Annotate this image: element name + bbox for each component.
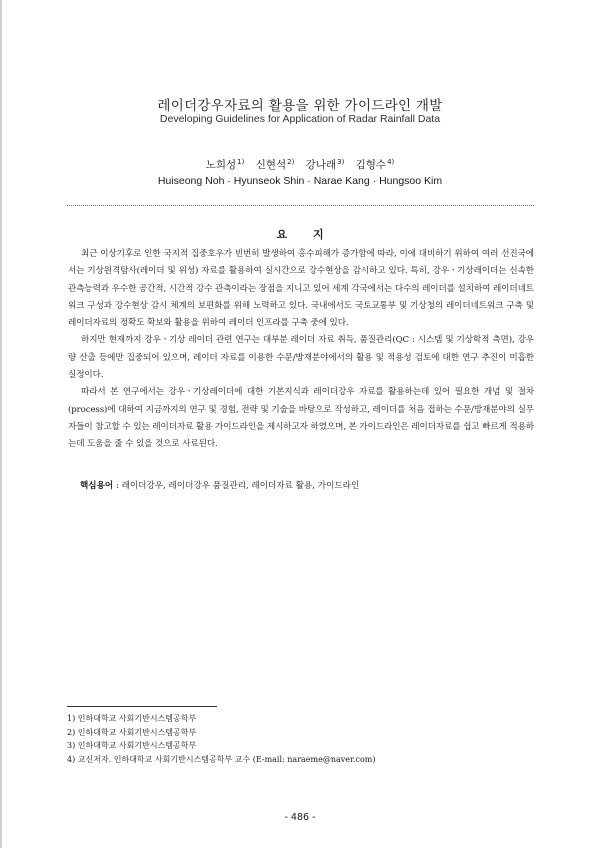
footnote-2: 2) 인하대학교 사회기반시스템공학부	[67, 727, 197, 737]
footnote-1: 1) 인하대학교 사회기반시스템공학부	[67, 714, 197, 723]
footnote-rule	[67, 706, 217, 707]
abstract-paragraph-3: 따라서 본 연구에서는 강우ㆍ기상레이더에 대한 기본지식과 레이더강우 자료를 활용하는데 있어 필요한 개념 및 절차(process)에 대하여 지금까지의 연구 및 경험, 전략 및 기술을 바탕으로 작성하고, 레이더를 처음 접하는 수문/방재분야의 실무자들이 참고할 수 있는 레이더자료 활용 가이드라인을 제시하고자 하였으며, 본 가이드라인은 레이더자료를 쉽고 빠르게 적용하는데 도움을 줄 수 있을 것으로 사료된다.	[68, 387, 534, 450]
section-divider	[67, 205, 534, 206]
keywords-label: 핵심용어	[80, 481, 114, 491]
footnote-3: 3) 인하대학교 사회기반시스템공학부	[67, 741, 197, 750]
footnotes	[67, 712, 537, 766]
authors-english: Huiseong Noh · Hyunseok Shin · Narae Kang · Hungsoo Kim	[157, 175, 443, 187]
page-number: - 486 -	[284, 812, 316, 823]
author-3: 강나래$^{3)}$	[305, 157, 345, 171]
paper-subtitle: Developing Guidelines for Application of Radar Rainfall Data	[159, 113, 441, 125]
author-1: 노희성$^{1)}$	[205, 157, 245, 171]
keywords-list: : 레이더강우, 레이더강우 품질관리, 레이더자료 활용, 가이드라인	[113, 481, 360, 491]
abstract-paragraph-2: 하지만 현재까지 강우ㆍ기상 레이더 관련 연구는 대부분 레이더 자료 취득, 품질관리(QC : 시스템 및 기상학적 측면), 강우량 산출 등에만 집중되어 있으며, 레이더 자료를 이용한 수문/방재분야에서의 활용 및 적용성 검토에 대한 연구 추진이 미흡한 실정이다.	[68, 335, 534, 381]
footnote-4: 4) 교신저자. 인하대학교 사회기반시스템공학부 교수 (E-mail: naraeme@naver.com)	[67, 754, 376, 764]
abstract-heading: 요지	[276, 228, 350, 241]
keywords-line	[80, 479, 534, 491]
page-left-border	[0, 0, 2, 848]
abstract-body	[68, 246, 534, 454]
author-4: 김형수$^{4)}$	[355, 157, 395, 171]
authors-korean	[0, 157, 600, 172]
abstract-paragraph-1: 최근 이상기후로 인한 국지적 집중호우가 빈번히 발생하여 홍수피해가 증가함에 따라, 이에 대비하기 위하여 여러 선진국에서는 기상원격탐사(레이더 및 위성) 자료를 활용하여 실시간으로 강수현상을 감시하고 있다. 특히, 강우ㆍ기상레이더는 신속한 관측능력과 우수한 공간적, 시간적 강수 관측이라는 장점을 지니고 있어 세계 각국에서는 다수의 레이더를 설치하여 레이더네트워크 구성과 강수현상 감시 체계의 보편화를 위해 노력하고 있다. 국내에서도 국토교통부 및 기상청의 레이더네트워크 구축 및 레이더자료의 정확도 확보와 활용을 위하여 레이더 인프라를 구축 중에 있다.	[68, 249, 534, 329]
paper-title: 레이더강우자료의 활용을 위한 가이드라인 개발	[157, 98, 443, 114]
author-2: 신현석$^{2)}$	[255, 157, 295, 171]
